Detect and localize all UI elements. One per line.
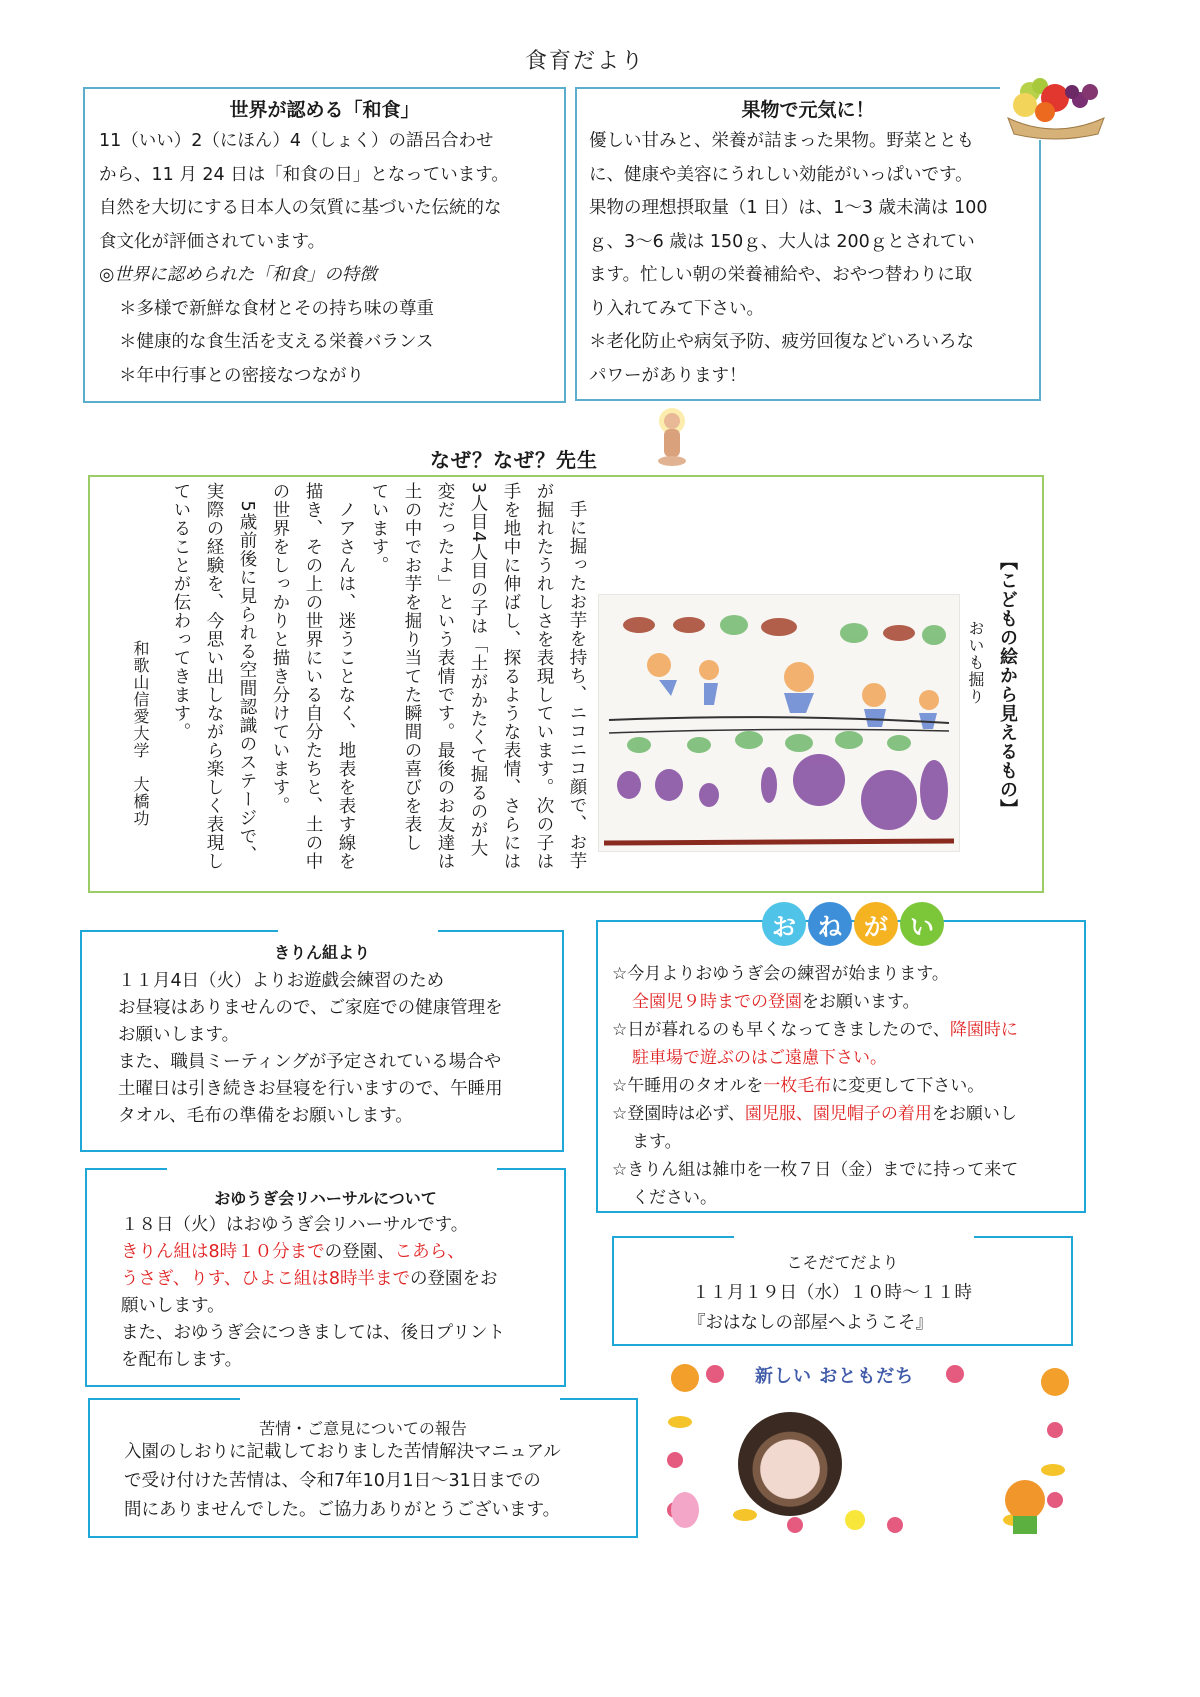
koala-group: こあら、 — [394, 1242, 465, 1262]
onegai-title — [762, 902, 944, 946]
kirin-line: また、職員ミーティングが予定されている場合や — [118, 1052, 502, 1072]
parking-notice: 駐車場で遊ぶのはご遠慮下さい。 — [632, 1048, 887, 1068]
fruit-basket-icon — [1000, 70, 1110, 140]
rehearsal-line — [121, 1239, 505, 1266]
onegai-item: ください。 — [632, 1188, 717, 1208]
naze-heading: なぜ？なぜ？先生 — [430, 448, 598, 472]
rehearsal-line: 願いします。 — [121, 1296, 225, 1316]
rehearsal-title: おゆうぎ会リハーサルについて — [214, 1189, 437, 1208]
onegai-box — [596, 920, 1086, 1213]
pickup-notice: 降園時に — [949, 1020, 1018, 1040]
onegai-item — [612, 1044, 1018, 1072]
rehearsal-body — [121, 1212, 505, 1374]
complaint-box — [88, 1398, 638, 1538]
fruit-line: り入れてみて下さい。 — [589, 298, 764, 319]
child-drawing-image — [598, 594, 960, 852]
kirin-body — [118, 968, 503, 1130]
arrival-time-notice: 全園児９時までの登園 — [632, 992, 802, 1012]
washoku-heading: 世界が認める「和食」 — [229, 99, 420, 121]
kirin-line: お昼寝はありませんので、ご家庭での健康管理を — [118, 998, 503, 1018]
naze-text-column: 手を地中に伸ばし、探るような表情、さらには — [501, 482, 521, 871]
complaint-line: 間にありませんでした。ご協力ありがとうございます。 — [124, 1500, 561, 1520]
new-friends-title: 新しい おともだち — [755, 1366, 915, 1387]
fruit-line: 果物の理想摂取量（1 日）は、1～3 歳未満は 100 — [589, 198, 988, 218]
naze-text-column: ていることが伝わってきます。 — [171, 482, 191, 741]
uniform-notice: 園児服、園児帽子の着用 — [744, 1104, 932, 1124]
naze-section-title: 【こどもの絵から見えるもの】 — [997, 552, 1018, 818]
onegai-item — [612, 1100, 1018, 1128]
fruit-line: 優しい甘みと、栄養が詰まった果物。野菜ととも — [589, 131, 974, 151]
kosodate-event: 『おはなしの部屋へようこそ』 — [688, 1313, 933, 1333]
other-groups-arrival-time: うさぎ、りす、ひよこ組は8時半まで — [121, 1269, 411, 1289]
naze-text-column: ノアさんは、迷うことなく、地表を表す線を — [336, 482, 356, 871]
washoku-line: 自然を大切にする日本人の気質に基づいた伝統的な — [99, 198, 502, 218]
naze-text-column: 5歳前後に見られる空間認識のステージで、 — [237, 482, 257, 865]
naze-text-column: 実際の経験を、今思い出しながら楽しく表現し — [204, 482, 224, 871]
kirin-line: 土曜日は引き続きお昼寝を行いますので、午睡用 — [118, 1079, 503, 1099]
naze-text-column: 変だったよ」という表情です。最後のお友達は — [435, 482, 455, 871]
naze-text-column: 手に掘ったお芋を持ち、ニコニコ顔で、お芋 — [567, 500, 587, 870]
naze-text-column: 3人目4人目の子は「土がかたくて掘るのが大 — [468, 482, 488, 858]
onegai-text: ☆登園時は必ず、 — [612, 1104, 745, 1124]
onegai-text: ☆日が暮れるのも早くなってきましたので、 — [612, 1020, 950, 1040]
complaint-body — [124, 1438, 561, 1525]
fruit-line: ｇ、3～6 歳は 150ｇ、大人は 200ｇとされてい — [589, 231, 975, 252]
onegai-item — [612, 1072, 1018, 1100]
rehearsal-line — [121, 1266, 505, 1293]
new-friend-photo — [738, 1412, 842, 1516]
kirin-line: １１月4日（火）よりお遊戯会練習のため — [118, 971, 445, 991]
rehearsal-text: の登園をお — [410, 1269, 498, 1289]
washoku-feature: ＊年中行事との密接なつながり — [119, 365, 364, 386]
rehearsal-line: １８日（火）はおゆうぎ会リハーサルです。 — [121, 1215, 469, 1235]
buddha-icon — [648, 405, 696, 469]
rehearsal-line: また、おゆうぎ会につきましては、後日プリント — [121, 1323, 505, 1343]
washoku-line: 11（いい）2（にほん）4（しょく）の語呂合わせ — [99, 131, 494, 151]
fruit-line: ます。忙しい朝の栄養補給や、おやつ替わりに取 — [589, 265, 973, 285]
onegai-text: に変更して下さい。 — [831, 1076, 985, 1096]
washoku-subheading: ◎世界に認められた「和食」の特徴 — [99, 265, 377, 285]
kosodate-title: こそだてだより — [786, 1253, 899, 1272]
kirin-box — [80, 930, 564, 1152]
onegai-text: をお願いし — [931, 1104, 1017, 1124]
naze-author: 和歌山信愛大学 大橋功 — [131, 640, 150, 827]
kosodate-box — [612, 1236, 1073, 1346]
kirin-line: お願いします。 — [118, 1025, 240, 1045]
badge-o: お — [762, 902, 806, 946]
page-title: 食育だより — [524, 49, 645, 74]
onegai-text: ☆午睡用のタオルを — [612, 1076, 764, 1096]
onegai-item: ます。 — [632, 1132, 682, 1152]
naze-text-column: 描き、その上の世界にいる自分たちと、土の中 — [303, 482, 323, 871]
kirin-title: きりん組より — [273, 943, 370, 962]
naze-text-column: 土の中でお芋を掘り当てた瞬間の喜びを表し — [402, 482, 422, 852]
badge-ne: ね — [808, 902, 852, 946]
fruit-heading: 果物で元気に！ — [741, 99, 875, 121]
rehearsal-box — [85, 1168, 566, 1387]
kosodate-datetime: １１月１９日（水）１０時～１１時 — [692, 1283, 972, 1303]
complaint-title: 苦情・ご意見についての報告 — [259, 1419, 467, 1438]
washoku-feature: ＊多様で新鮮な食材とその持ち味の尊重 — [119, 298, 434, 319]
badge-i: い — [900, 902, 944, 946]
naze-text-column: の世界をしっかりと描き分けています。 — [270, 482, 290, 815]
washoku-line: 食文化が評価されています。 — [99, 231, 326, 252]
fruit-box — [575, 87, 1041, 401]
fruit-line: に、健康や美容にうれしい効能がいっぱいです。 — [589, 164, 973, 185]
onegai-text: をお願います。 — [802, 992, 920, 1012]
washoku-feature: ＊健康的な食生活を支える栄養バランス — [119, 332, 434, 352]
onegai-item — [612, 1016, 1018, 1044]
fruit-line: ＊老化防止や病気予防、疲労回復などいろいろな — [589, 332, 974, 352]
naze-text-column: ています。 — [369, 482, 389, 575]
kirin-line: タオル、毛布の準備をお願いします。 — [118, 1106, 413, 1126]
drawing-caption: おいも掘り — [966, 620, 985, 705]
washoku-line: から、11 月 24 日は「和食の日」となっています。 — [99, 164, 509, 185]
fruit-line: パワーがあります！ — [589, 365, 747, 386]
rehearsal-line: を配布します。 — [121, 1350, 243, 1370]
onegai-item: ☆きりん組は雑巾を一枚７日（金）までに持って来て — [612, 1160, 1019, 1180]
kirin-arrival-time: きりん組は8時１０分まで — [121, 1242, 325, 1262]
potato-digging-drawing-icon — [599, 595, 959, 851]
washoku-box — [83, 87, 566, 403]
blanket-notice: 一枚毛布 — [763, 1076, 832, 1096]
onegai-body — [612, 960, 1018, 1212]
badge-ga: が — [854, 902, 898, 946]
complaint-line: で受け付けた苦情は、令和7年10月1日～31日までの — [124, 1471, 541, 1491]
rehearsal-text: の登園、 — [324, 1242, 395, 1262]
naze-text-column: が掘れたうれしさを表現しています。次の子は — [534, 482, 554, 871]
complaint-line: 入園のしおりに記載しておりました苦情解決マニュアル — [124, 1442, 561, 1462]
onegai-item: ☆今月よりおゆうぎ会の練習が始まります。 — [612, 964, 949, 984]
onegai-item — [612, 988, 1018, 1016]
